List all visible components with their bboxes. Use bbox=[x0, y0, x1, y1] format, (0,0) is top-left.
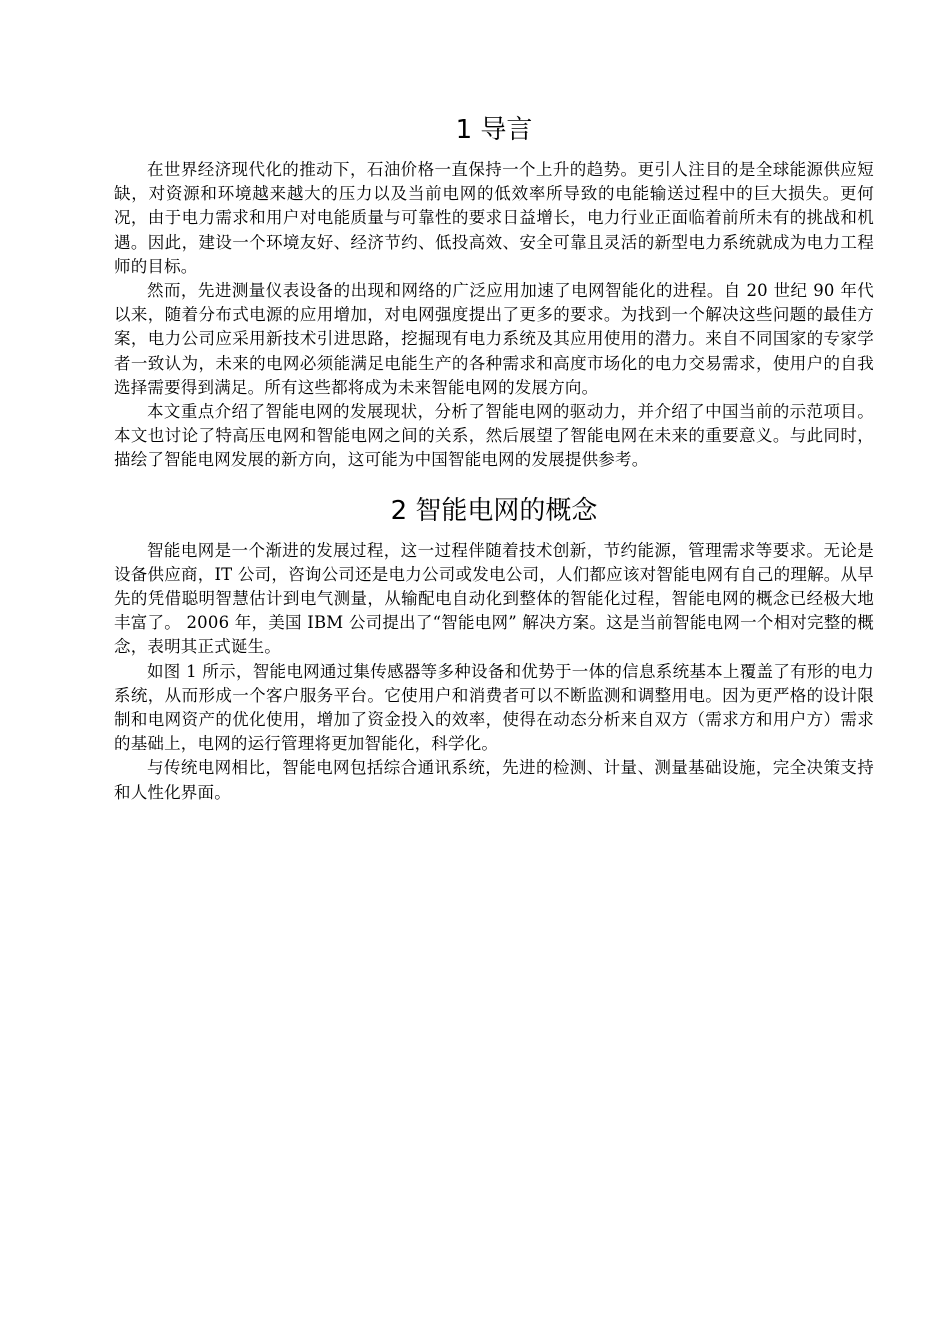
paragraph: 然而，先进测量仪表设备的出现和网络的广泛应用加速了电网智能化的进程。自 20 世纪 90 年代以来，随着分布式电源的应用增加，对电网强度提出了更多的要求。为找到一个解决这些问题的最佳方案，电力公司应采用新技术引进思路，挖掘现有电力系统及其应用使用的潜力。来自不同国家的专家学者一致认为，未来的电网必须能满足电能生产的各种需求和高度市场化的电力交易需求，使用户的自我选择需要得到满足。所有这些都将成为未来智能电网的发展方向。 bbox=[114, 281, 874, 397]
paragraph: 在世界经济现代化的推动下，石油价格一直保持一个上升的趋势。更引人注目的是全球能源供应短缺，对资源和环境越来越大的压力以及当前电网的低效率所导致的电能输送过程中的巨大损失。更何况，由于电力需求和用户对电能质量与可靠性的要求日益增长，电力行业正面临着前所未有的挑战和机遇。因此，建设一个环境友好、经济节约、低投高效、安全可靠且灵活的新型电力系统就成为电力工程师的目标。 bbox=[114, 160, 874, 276]
paragraph: 本文重点介绍了智能电网的发展现状，分析了智能电网的驱动力，并介绍了中国当前的示范项目。本文也讨论了特高压电网和智能电网之间的关系，然后展望了智能电网在未来的重要意义。与此同时，描绘了智能电网发展的新方向，这可能为中国智能电网的发展提供参考。 bbox=[114, 402, 874, 470]
paragraph: 如图 1 所示，智能电网通过集传感器等多种设备和优势于一体的信息系统基本上覆盖了有形的电力系统，从而形成一个客户服务平台。它使用户和消费者可以不断监测和调整用电。因为更严格的设计限制和电网资产的优化使用，增加了资金投入的效率，使得在动态分析来自双方（需求方和用户方）需求的基础上，电网的运行管理将更加智能化，科学化。 bbox=[114, 661, 874, 754]
section-title-smart-grid-concept: 2 智能电网的概念 bbox=[390, 495, 598, 526]
paragraph: 智能电网是一个渐进的发展过程，这一过程伴随着技术创新，节约能源，管理需求等要求。无论是设备供应商，IT 公司，咨询公司还是电力公司或发电公司，人们都应该对智能电网有自己的理解。从早先的凭借聪明智慧估计到电气测量，从输配电自动化到整体的智能化过程，智能电网的概念已经极大地丰富了。 2006 年，美国 IBM 公司提出了“智能电网” 解决方案。这是当前智能电网一个相对完整的概念，表明其正式诞生。 bbox=[114, 540, 874, 657]
page-content bbox=[114, 108, 874, 805]
paragraph: 与传统电网相比，智能电网包括综合通讯系统，先进的检测、计量、测量基础设施，完全决策支持和人性化界面。 bbox=[114, 758, 874, 802]
section-title-introduction: 1 导言 bbox=[455, 115, 533, 145]
